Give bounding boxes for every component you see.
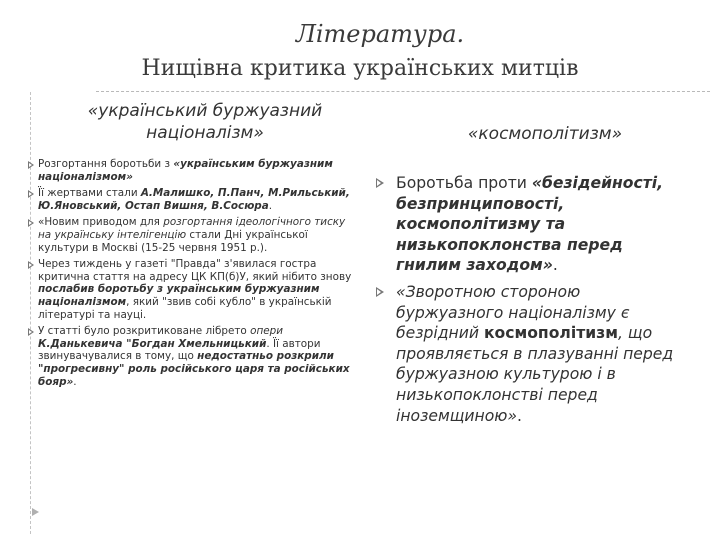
left-bullet-item [28,216,358,254]
bullet-text-segment: розгортання ідеологічного тиску на українську інтелігенцію [38,216,346,241]
bullet-arrow-icon [376,178,384,188]
bullet-text-segment: стали Дні української культури в Москві (15-25 червня 1951 р.). [38,228,308,254]
bullet-text-segment: Через тиждень у газеті "Правда" з'явилася гостра критична стаття на адресу ЦК КП(б)У, який нібито знову [38,258,352,283]
left-bullet-item [28,187,358,212]
bullet-arrow-icon [376,287,384,297]
title-line-2: Нищівна критика українських митців [141,56,579,81]
bullet-text-segment: послабив боротьбу з українським буржуазним націоналізмом [38,283,320,308]
bullet-text-segment: космополітизм [483,324,618,343]
bullet-text-segment: , що проявляється в плазуванні перед буржуазною культурою і в низькопоклонстві перед іноземщиною» [396,324,674,425]
bullet-arrow-icon [28,190,34,198]
left-bullet-item [28,258,358,321]
bullet-text-segment: , який "звив собі кубло" в українській літературі та науці. [38,295,332,321]
bullet-text-segment: «Зворотною стороною буржуазного націоналізму є безрідний [396,282,630,343]
left-bullet-list [28,158,358,392]
bullet-text-segment: Її жертвами стали [38,187,141,200]
bullet-text-segment: Боротьба проти [396,174,532,192]
bullet-text-segment: . Її автори звинувачувалися в тому, що [38,337,321,363]
right-bullet-item [372,282,692,426]
bullet-text-segment: Розгортання боротьби з [38,158,174,170]
bullet-text-segment: . [73,375,77,388]
title-line-1: Література. [295,20,465,48]
right-column-header: «космополітизм» [467,124,623,144]
bullet-text-segment: У статті було розкритиковане лібрето [38,325,251,338]
corner-arrow-icon [32,508,39,516]
slide-title [0,18,720,84]
bullet-text-segment: А.Малишко, П.Панч, М.Рильський, Ю.Яновський, Остап Вишня, В.Сосюра [38,187,350,212]
bullet-text-segment: «безідейності, безпринциповості, космополітизму та низькопоклонства перед гнилим заходом» [396,174,664,275]
bullet-arrow-icon [28,261,34,269]
bullet-text-segment: . [552,256,558,275]
left-column-header: «український буржуазний націоналізм» [87,101,323,143]
bullet-text-segment: К.Данькевича "Богдан Хмельницький [38,337,267,350]
bullet-text-segment: «українським буржуазним націоналізмом» [38,158,333,183]
bullet-text-segment: недостатньо розкрили "прогресивну" роль російського царя та російських бояр» [38,350,350,388]
right-bullet-item [372,173,692,276]
bullet-text-segment: опери [250,325,283,338]
bullet-text-segment: . [268,199,273,212]
bullet-text-segment: . [517,406,522,425]
bullet-arrow-icon [28,219,34,227]
bullet-arrow-icon [28,328,34,336]
left-bullet-item [28,325,358,388]
bullet-text-segment: «Новим приводом для [38,216,164,229]
left-bullet-item [28,158,358,183]
title-divider [96,91,710,92]
bullet-arrow-icon [28,161,34,169]
right-bullet-list [372,173,692,432]
